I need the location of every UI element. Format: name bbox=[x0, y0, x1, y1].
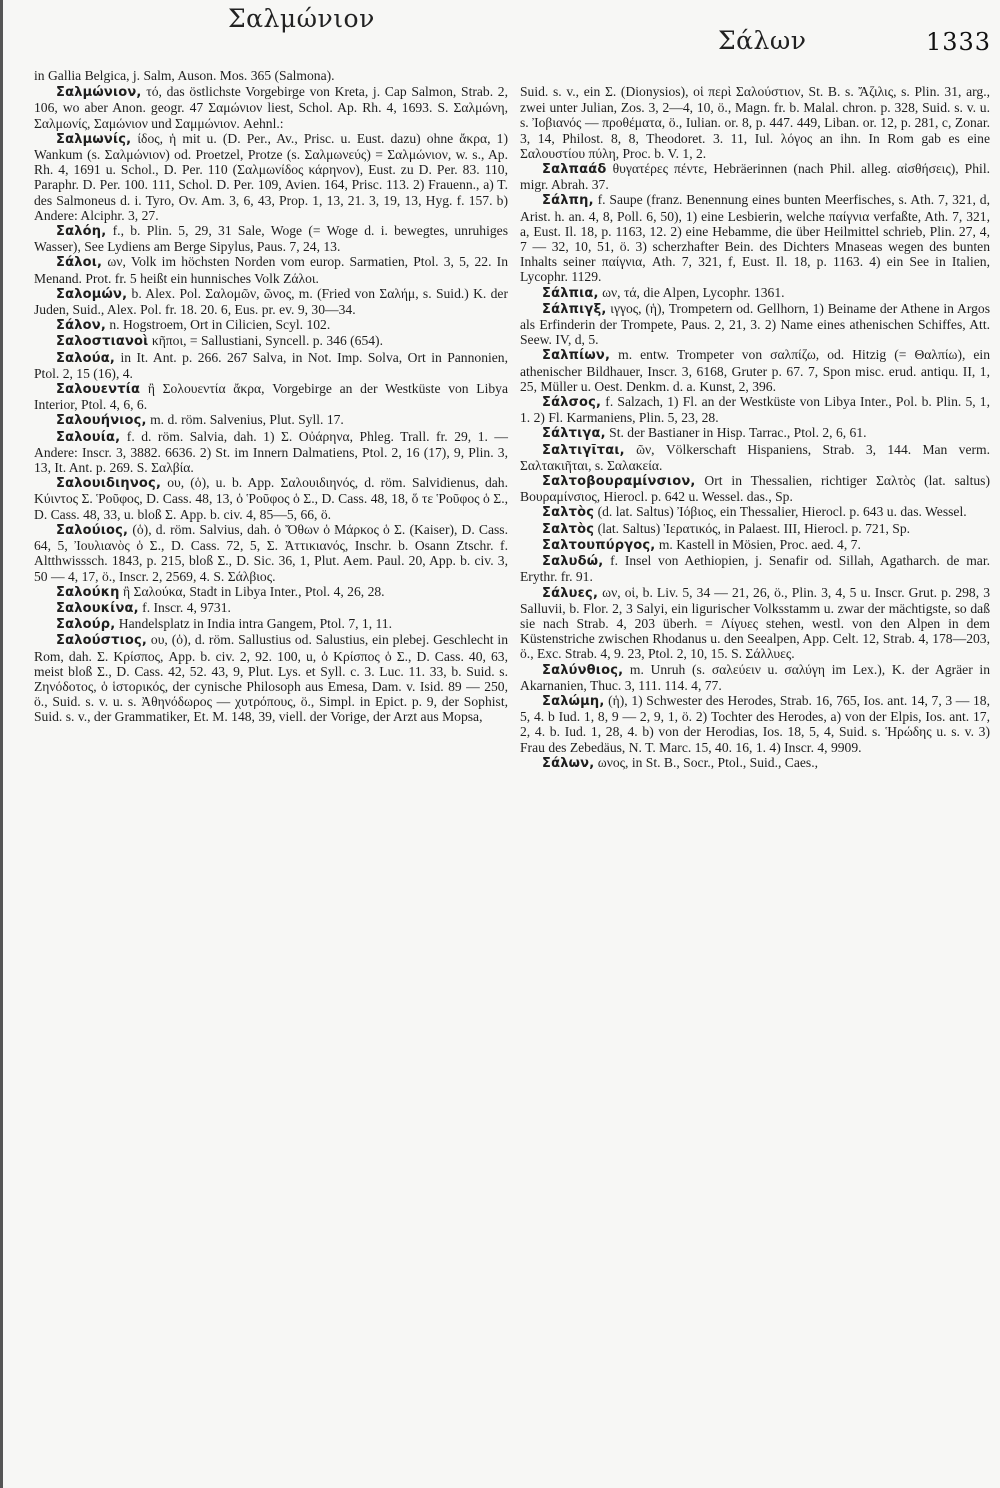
entry-text: ων, Volk im höchsten Norden vom europ. Sarmatien, Ptol. 3, 5, 22. In Menand. Prot. fr. 5 heißt ein hunnisches Volk Ζάλοι. bbox=[34, 254, 508, 286]
entry-headword: Σάλυες, bbox=[542, 585, 599, 601]
entry-text: (ἡ), 1) Schwester des Herodes, Strab. 16, 765, Ios. ant. 14, 7, 3 — 18, 5, 4. b Iud. 1, 8, 9 — 2, 9, 1, ö. 2) Tochter des Herodes, a) von der Elpis, Ios. ant. 17, 2, 4. b. Iud. 1, 28, 4. b) von der Herodias, Ios. 18, 5, 4, Suid. s. Ἡρώδης u. s. v. 3) Frau des Zebedäus, N. T. Marc. 15, 40. 16, 1. 4) Inscr. 4, 9909. bbox=[520, 692, 990, 755]
entry-headword: Σαλτὸς bbox=[542, 521, 595, 537]
dictionary-entry bbox=[520, 585, 990, 662]
entry-text: ου, (ὁ), u. b. App. Σαλουιδιηνός, d. röm. Salvidienus, dah. Κύιντος Σ. Ῥοῦφος, D. Cass. 48, 13, ὁ Ῥοῦφος ὁ Σ., D. Cass. 48, 18, ὅ τε Ῥοῦφος ὁ Σ., D. Cass. 48, 33, u. bloß Σ. App. b. civ. 4, 85—5, 66, ö. bbox=[34, 475, 508, 522]
dictionary-entry bbox=[520, 662, 990, 693]
entry-text: ιγγος, (ἡ), Trompetern od. Gellhorn, 1) Beiname der Athene in Argos als Erfinderin der Trompete, Paus. 2, 21, 3. 2) Name eines athenischen Schiffes, Att. Seew. IV, d, 5. bbox=[520, 300, 990, 348]
page-left-edge bbox=[0, 0, 3, 1488]
entry-text: f. d. röm. Salvia, dah. 1) Σ. Οὐάρηνα, Phleg. Trall. fr. 29, 1. — Andere: Inscr. 3, 3882. 6636. 2) St. im Innern Dalmatiens, Ptol. 2, 16 (17), 9, Plin. 3, 13, It. Ant. p. 269. S. Σαλβία. bbox=[34, 428, 508, 476]
entry-text: (ὁ), d. röm. Salvius, dah. ὁ Ὄθων ὁ Μάρκος ὁ Σ. (Kaiser), D. Cass. 64, 5, Ἰουλιανὸς ὁ Σ., D. Cass. 72, 5, Σ. Ἀττικιανός, Inschr. b. Osann Ztschr. f. Altthwisssch. 1843, p. 215, bloß Σ., D. Sic. 36, 1, Plut. Aem. Paul. 20, App. b. civ. 3, 50 — 4, 17, ö., Inscr. 2, 2569, 4. S. Σάλβιος. bbox=[34, 521, 508, 584]
entry-headword: Σάλων, bbox=[542, 755, 595, 771]
entry-text: (d. lat. Saltus) Ἰόβιος, ein Thessalier, Hierocl. p. 643 u. das. Wessel. bbox=[594, 504, 967, 520]
entry-headword: Σαλούιος, bbox=[56, 522, 129, 538]
entry-text: b. Alex. Pol. Σαλομῶν, ῶνος, m. (Fried von Σαλήμ, s. Suid.) K. der Juden, Suid., Alex. Pol. fr. 18. 20. 6, Eus. pr. ev. 9, 30—34. bbox=[34, 285, 508, 318]
dictionary-entry bbox=[34, 412, 508, 428]
entry-text: (lat. Saltus) Ἱερατικός, in Palaest. III, Hierocl. p. 721, Sp. bbox=[594, 520, 911, 536]
dictionary-entry bbox=[34, 600, 508, 616]
entry-text: ων, τά, die Alpen, Lycophr. 1361. bbox=[598, 284, 785, 300]
entry-text: in Gallia Belgica, j. Salm, Auson. Mos. 365 (Salmona). bbox=[34, 68, 335, 83]
entry-headword: Σαλουήνιος, bbox=[56, 413, 147, 429]
dictionary-entry bbox=[520, 521, 990, 537]
dictionary-entry bbox=[34, 584, 508, 600]
entry-headword: Σαλομών, bbox=[56, 286, 128, 302]
entry-headword: Σαλουία, bbox=[56, 429, 121, 445]
entry-text: f. Inscr. 4, 9731. bbox=[138, 599, 231, 615]
entry-headword: Σάλσος, bbox=[542, 395, 602, 411]
entry-headword: Σαλούκη bbox=[56, 584, 120, 600]
entry-headword: Σαλτοβουραμίνσιον, bbox=[542, 474, 696, 490]
dictionary-entry bbox=[34, 616, 508, 632]
running-head-left: Σαλμώνιον bbox=[228, 4, 375, 33]
entry-text: ῶν, Völkerschaft Hispaniens, Strab. 3, 144. Man verm. Σαλτακιῆται, s. Σαλακεία. bbox=[520, 441, 990, 473]
dictionary-entry bbox=[34, 381, 508, 412]
entry-text: m. d. röm. Salvenius, Plut. Syll. 17. bbox=[146, 412, 344, 428]
entry-headword: Σαλουιδιηνος, bbox=[56, 476, 162, 492]
entry-text: St. der Bastianer in Hisp. Tarrac., Ptol. 2, 6, 61. bbox=[605, 425, 867, 441]
entry-text: f. Salzach, 1) Fl. an der Westküste von Libya Inter., Pol. b. Plin. 5, 1, 1. 2) Fl. Karmaniens, Plin. 5, 23, 28. bbox=[520, 394, 990, 426]
entry-headword: Σαλούα, bbox=[56, 350, 116, 366]
entry-headword: Σάλπια, bbox=[542, 285, 599, 301]
entry-text: ου, (ὁ), d. röm. Sallustius od. Salustius, ein plebej. Geschlecht in Rom, dah. Σ. Κρίσπος, App. b. civ. 2, 92. 100, u, ὁ Κρίσπος ὁ Σ., D. Cass. 40, 63, meist bloß Σ., D. Cass. 42, 52. 43, 9, Plut. Lys. et Syll. c. 3. Luc. 11. 33, b. Suid. s. Ζηνόδοτος, ὁ ἱστορικός, der cynische Philosoph aus Emesa, Dam. v. Isid. 89 — 250, ö., Suid. s. v. u. s. Ἀθηνόδωρος — χυτρόπους, ö., Simpl. in Epict. p. 9, der Sophist, Suid. s. v., der Grammatiker, Et. M. 148, 39, viell. der Vorige, der Arzt aus Mopsa, bbox=[34, 632, 508, 725]
entry-text: f. Saupe (franz. Benennung eines bunten Meerfisches, s. Ath. 7, 321, d, Arist. h. an. 4, 8, Poll. 6, 50), 1) eine Lesbierin, welche παίγνια verfaßte, Ath. 7, 321, a, Eust. Il. 18, p. 1163, 12. 2) eine Hebamme, die über Heilmittel schrieb, Plin. 27, 4, 7 — 32, 10, 51, ö. 3) scherzhafter Bein. des Dichters Mnaseas wegen des bunten Inhalts seiner παίγνια, Ath. 7, 321, f, Eust. Il. 18, p. 1163. 4) ein See in Italien, Lycophr. 1129. bbox=[520, 192, 990, 285]
dictionary-entry bbox=[520, 394, 990, 425]
dictionary-entry bbox=[520, 537, 990, 553]
dictionary-entry bbox=[34, 317, 508, 333]
entry-headword: Σαλούστιος, bbox=[56, 633, 148, 649]
entry-headword: Σάλτιγα, bbox=[542, 426, 606, 442]
dictionary-entry bbox=[520, 84, 990, 161]
entry-headword: Σαλουεντία bbox=[56, 382, 141, 398]
dictionary-entry bbox=[34, 68, 508, 84]
entry-headword: Σαλπίων, bbox=[542, 348, 611, 364]
entry-headword: Σαλούρ, bbox=[56, 617, 116, 633]
entry-headword: Σάλον, bbox=[56, 318, 106, 334]
entry-text: ἢ Σολουεντία ἄκρα, Vorgebirge an der Westküste von Libya Interior, Ptol. 4, 6, 6. bbox=[34, 381, 508, 413]
entry-text: τό, das östlichste Vorgebirge von Kreta, j. Cap Salmon, Strab. 2, 106, wo aber Anon. geogr. 47 Σαμώνιον liest, Schol. Ap. Rh. 4, 1693. S. Σαλμώνη, Σαλμωνίς, Σαμώνιον und Σαμμώνιον. Aehnl.: bbox=[34, 84, 508, 131]
dictionary-entry bbox=[520, 755, 990, 771]
entry-text: m. entw. Trompeter von σαλπίζω, od. Hitzig (= Θαλπίω), ein athenischer Bildhauer, Inscr. 3, 6168, Gruter p. 67. 7, Spon misc. erud. antiqu. II, 1, 25, Müller u. Oest. Denkm. d. a. Kunst, 2, 396. bbox=[520, 347, 990, 394]
entry-headword: Σαλυδώ, bbox=[542, 554, 604, 570]
entry-headword: Σαλμώνιον, bbox=[56, 85, 142, 101]
entry-headword: Σαλτιγῖται, bbox=[542, 442, 625, 458]
dictionary-entry bbox=[34, 522, 508, 584]
dictionary-entry bbox=[520, 301, 990, 348]
entry-headword: Σάλοι, bbox=[56, 255, 103, 271]
entry-text: Ort in Thessalien, richtiger Σαλτὸς (lat. saltus) Βουραμίνσιος, Hierocl. p. 642 u. Wessel. das., Sp. bbox=[520, 473, 990, 505]
dictionary-entry bbox=[520, 192, 990, 284]
entry-text: Suid. s. v., ein Σ. (Dionysios), οἱ περὶ Σαλούστιον, St. B. s. Ἄζιλις, s. Plin. 31, arg., zwei unter Julian, Zos. 3, 2—4, 10, ö., Magn. fr. b. Malal. chron. p. 328, Suid. s. v. u. s. Ἰοβιανός — προθέματα, ö., Iulian. or. 8, p. 447. 449, Liban. or. 12, p. 281, c, Zonar. 3, 14, Philost. 8, 8, Theodoret. 3. 11, Iul. λόγος an ihn. In Rom gab es eine Σαλουστίου πύλη, Proc. b. V. 1, 2. bbox=[520, 84, 990, 161]
entry-headword: Σαλύνθιος, bbox=[542, 662, 624, 678]
entry-headword: Σάλπιγξ, bbox=[542, 301, 607, 317]
entry-text: ωνος, in St. B., Socr., Ptol., Suid., Caes., bbox=[594, 754, 818, 770]
entry-text: ἢ Σαλούκα, Stadt in Libya Inter., Ptol. 4, 26, 28. bbox=[119, 583, 385, 599]
dictionary-entry bbox=[34, 333, 508, 349]
dictionary-entry bbox=[34, 286, 508, 317]
entry-text: θυγατέρες πέντε, Hebräerinnen (nach Phil. alleg. αἰσθήσεις), Phil. migr. Abrah. 37. bbox=[520, 161, 990, 193]
entry-headword: Σαλπαάδ bbox=[542, 162, 607, 178]
dictionary-entry bbox=[520, 425, 990, 441]
dictionary-entry bbox=[520, 161, 990, 192]
dictionary-entry bbox=[520, 693, 990, 755]
entry-text: ων, οἱ, b. Liv. 5, 34 — 21, 26, ö., Plin. 3, 4, 5 u. Inscr. Grut. p. 298, 3 Salluvii, b. Flor. 2, 3 Salyi, ein ligurischer Volksstamm u. zwar der mächtigste, so daß sie nach Strab. 4, 203 überh. = Λίγυες stehen, westl. von den Alpen in dem Küstenstriche zwischen Rhodanus u. den Seealpen, App. Celt. 12, Strab. 4, 178—203, ö., Exc. Strab. 4, 9. 23, Ptol. 2, 10, 15. S. Σάλλυες. bbox=[520, 584, 990, 662]
entry-headword: Σαλόη, bbox=[56, 224, 107, 240]
entry-headword: Σαλοστιανοὶ bbox=[56, 334, 149, 350]
entry-text: f. Insel von Aethiopien, j. Senafir od. Sillah, Agatharch. de mar. Erythr. fr. 91. bbox=[520, 553, 990, 585]
dictionary-entry bbox=[520, 285, 990, 301]
dictionary-entry bbox=[34, 429, 508, 476]
dictionary-entry bbox=[520, 553, 990, 584]
dictionary-entry bbox=[34, 84, 508, 131]
entry-headword: Σαλμωνίς, bbox=[56, 131, 132, 147]
entry-headword: Σάλπη, bbox=[542, 193, 594, 209]
dictionary-entry bbox=[520, 442, 990, 473]
entry-text: κῆποι, = Sallustiani, Syncell. p. 346 (654). bbox=[148, 333, 383, 349]
dictionary-entry bbox=[34, 223, 508, 254]
page-number: 1333 bbox=[926, 28, 992, 56]
dictionary-entry bbox=[34, 350, 508, 381]
entry-headword: Σαλώμη, bbox=[542, 693, 605, 709]
entry-headword: Σαλτὸς bbox=[542, 505, 595, 521]
dictionary-entry bbox=[34, 131, 508, 223]
entry-text: in It. Ant. p. 266. 267 Salva, in Not. Imp. Solva, Ort in Pannonien, Ptol. 2, 15 (16), 4. bbox=[34, 349, 508, 381]
entry-headword: Σαλουκίνα, bbox=[56, 600, 139, 616]
dictionary-entry bbox=[520, 504, 990, 520]
dictionary-entry bbox=[34, 475, 508, 522]
dictionary-entry bbox=[520, 347, 990, 394]
entry-text: ίδος, ἡ mit u. (D. Per., Av., Prisc. u. Eust. dazu) ohne ἄκρα, 1) Wankum (s. Σαλμώνιον) od. Proetzel, Protze (s. Σαλμωνεύς) = Σαλμώνιον, w. s., Ap. Rh. 4, 1691 u. Schol., D. Per. 110 (Σαλμωνίδος κάρηνον), Eust. zu D. Per. 83. 110, Paraphr. D. Per. 100. 111, Schol. D. Per. 109, Avien. 164, Prisc. 113. 2) Frauenn., a) T. des Salmoneus d. i. Tyro, Ov. Am. 3, 6, 43, Prop. 1, 13, 21. 3, 19, 13, Hyg. f. 157. b) Andere: Alciphr. 3, 27. bbox=[34, 130, 508, 223]
dictionary-entry bbox=[34, 632, 508, 724]
entry-headword: Σαλτουπύργος, bbox=[542, 537, 656, 553]
dictionary-entry bbox=[520, 473, 990, 504]
entry-text: m. Unruh (s. σαλεύειν u. σαλύγη im Lex.), K. der Agräer in Akarnanien, Thuc. 3, 111. 114. 4, 77. bbox=[520, 661, 990, 693]
left-column bbox=[34, 68, 508, 725]
entry-text: n. Hogstroem, Ort in Cilicien, Scyl. 102. bbox=[105, 317, 331, 333]
entry-text: Handelsplatz in India intra Gangem, Ptol. 7, 1, 11. bbox=[115, 616, 393, 632]
running-head-right: Σάλων bbox=[718, 26, 807, 55]
dictionary-entry bbox=[34, 254, 508, 285]
right-column bbox=[520, 84, 990, 771]
entry-text: f., b. Plin. 5, 29, 31 Sale, Woge (= Woge d. i. bewegtes, unruhiges Wasser), See Lydiens am Berge Sipylus, Paus. 7, 24, 13. bbox=[34, 223, 508, 255]
entry-text: m. Kastell in Mösien, Proc. aed. 4, 7. bbox=[655, 536, 861, 552]
